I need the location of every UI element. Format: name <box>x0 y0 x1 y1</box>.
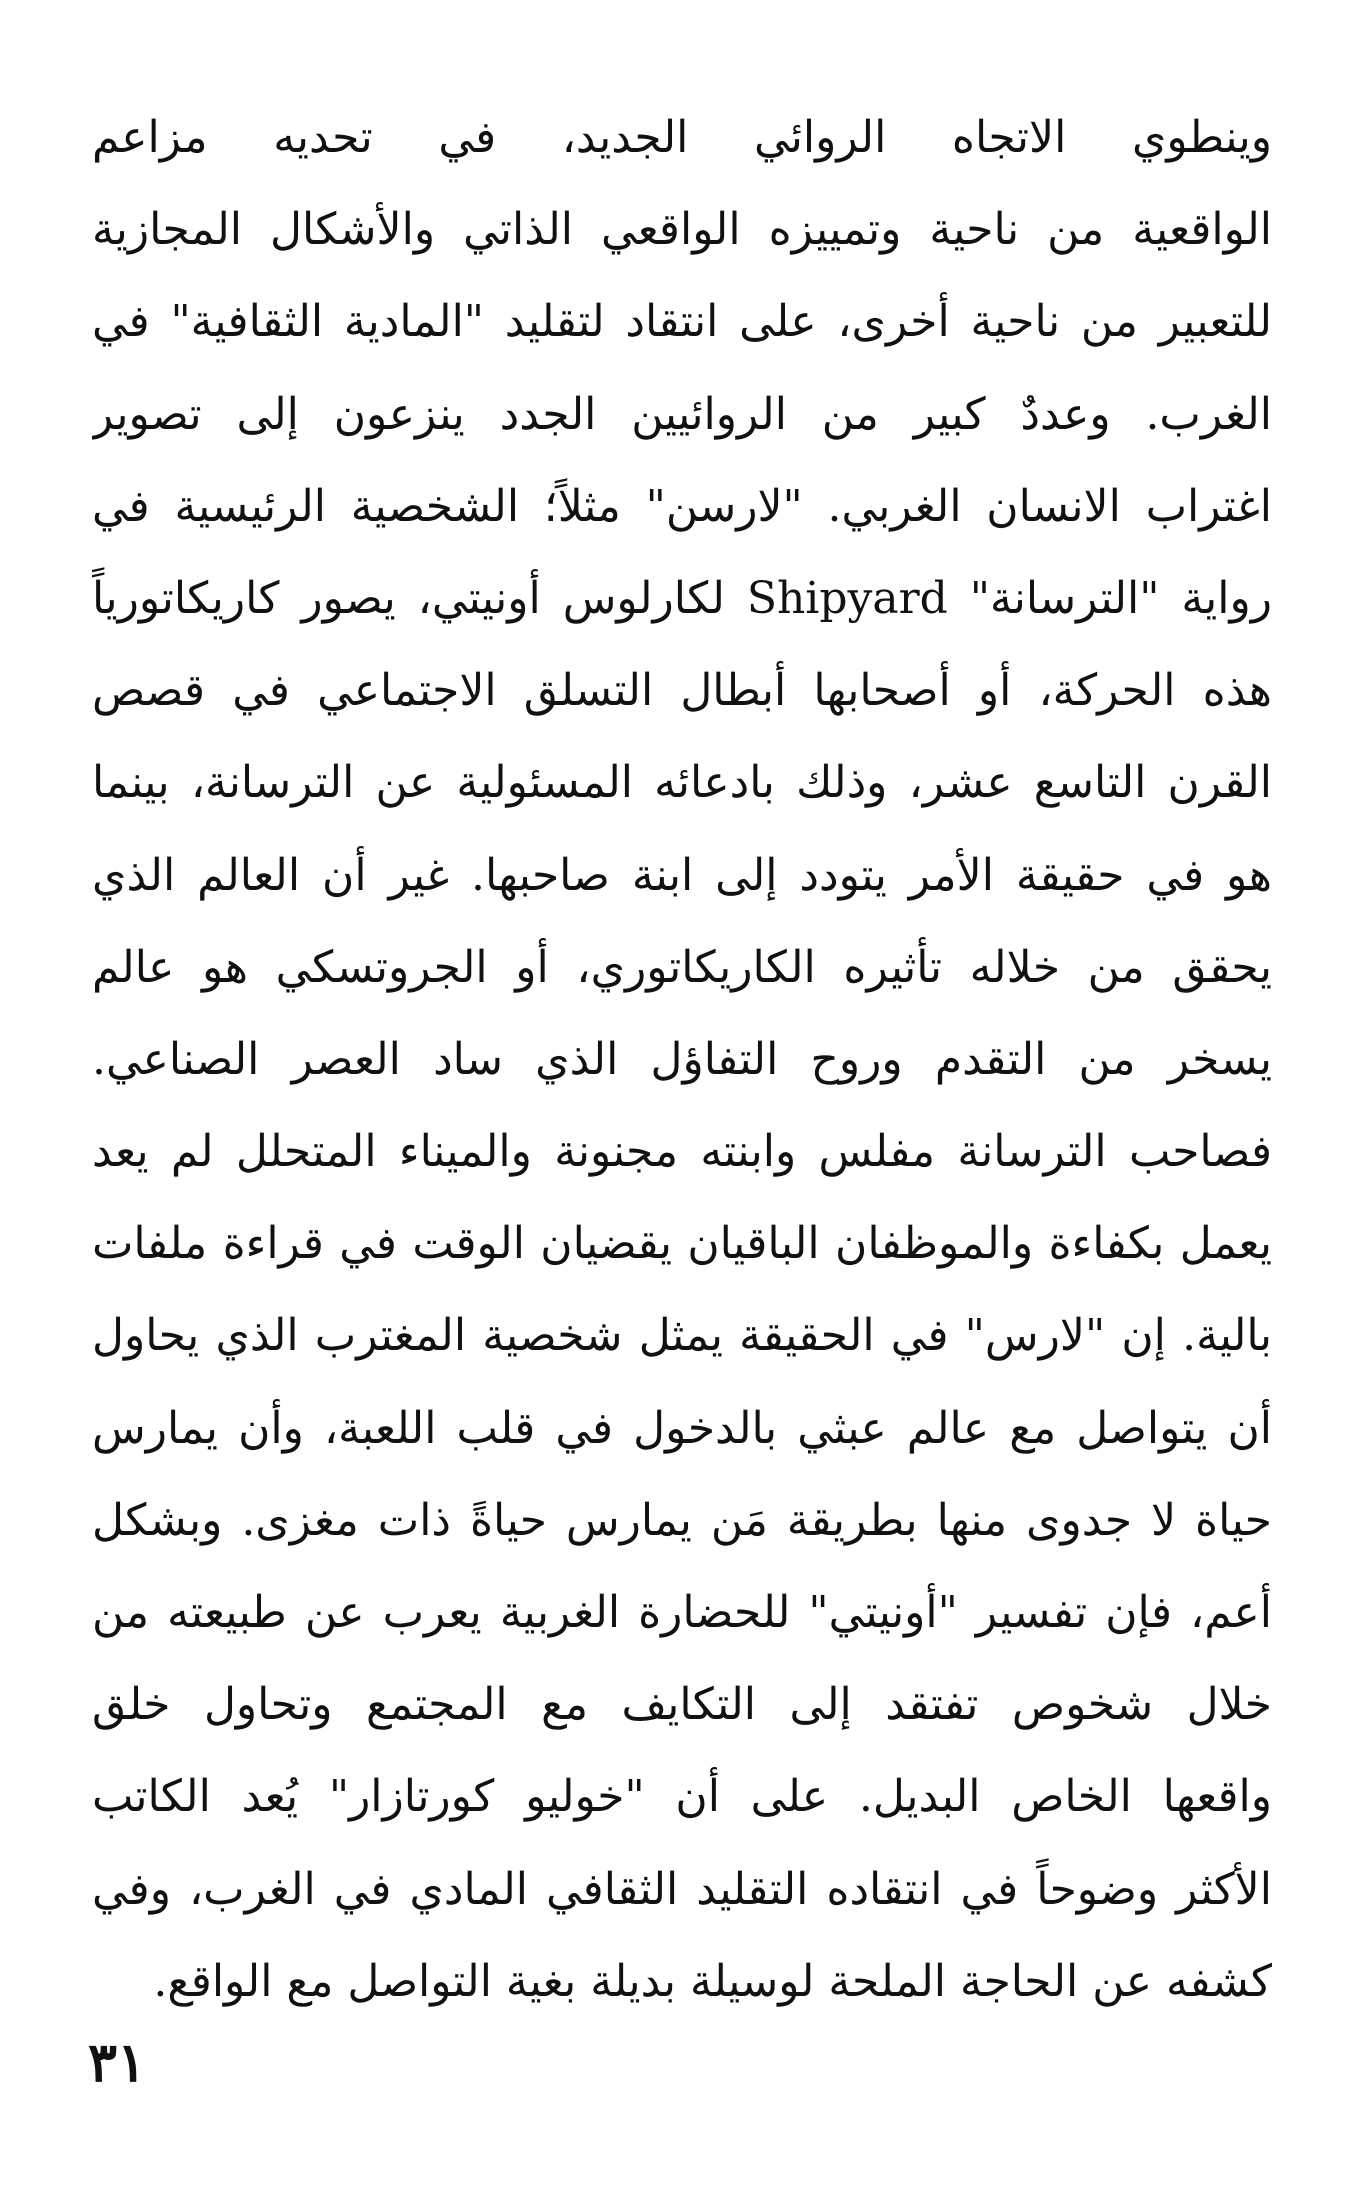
text-line: خلال شخوص تفتقد إلى التكايف مع المجتمع وتحاول خلق <box>92 1679 1272 1731</box>
text-line: اغتراب الانسان الغربي. "لارسن" مثلاً؛ الشخصية الرئيسية في <box>92 480 1272 532</box>
text-line: أعم، فإن تفسير "أونيتي" للحضارة الغربية يعرب عن طبيعته من <box>92 1587 1272 1638</box>
text-line: يعمل بكفاءة والموظفان الباقيان يقضيان الوقت في قراءة ملفات <box>92 1218 1272 1270</box>
text-line: كشفه عن الحاجة الملحة لوسيلة بديلة بغية التواصل مع الواقع. <box>153 1955 1272 2007</box>
text-line: القرن التاسع عشر، وذلك بادعائه المسئولية عن الترسانة، بينما <box>92 757 1272 809</box>
text-line: يحقق من خلاله تأثيره الكاريكاتوري، أو الجروتسكي هو عالم <box>92 941 1272 993</box>
text-line: للتعبير من ناحية أخرى، على انتقاد لتقليد "المادية الثقافية" في <box>92 296 1272 348</box>
text-line: يسخر من التقدم وروح التفاؤل الذي ساد العصر الصناعي. <box>92 1033 1272 1085</box>
text-line: بالية. إن "لارس" في الحقيقة يمثل شخصية المغترب الذي يحاول <box>92 1310 1272 1362</box>
text-line: أن يتواصل مع عالم عبثي بالدخول في قلب اللعبة، وأن يمارس <box>92 1402 1272 1454</box>
text-line: هذه الحركة، أو أصحابها أبطال التسلق الاجتماعي في قصص <box>92 665 1272 717</box>
text-line: الأكثر وضوحاً في انتقاده التقليد الثقافي المادي في الغرب، وفي <box>92 1863 1272 1915</box>
text-line: حياة لا جدوى منها بطريقة مَن يمارس حياةً ذات مغزى. وبشكل <box>92 1494 1272 1546</box>
body-paragraph <box>92 92 1272 2028</box>
text-line: وينطوي الاتجاه الروائي الجديد، في تحديه مزاعم <box>92 112 1272 163</box>
text-line: رواية "الترسانة" Shipyard لكارلوس أونيتي، يصور كاريكاتورياً <box>92 572 1272 624</box>
text-line: واقعها الخاص البديل. على أن "خوليو كورتازار" يُعد الكاتب <box>92 1771 1272 1823</box>
text-line: فصاحب الترسانة مفلس وابنته مجنونة والميناء المتحلل لم يعد <box>92 1126 1272 1178</box>
text-line: الواقعية من ناحية وتمييزه الواقعي الذاتي والأشكال المجازية <box>92 204 1272 256</box>
page-number: ٣١ <box>88 2030 147 2094</box>
text-line: الغرب. وعددٌ كبير من الروائيين الجدد ينزعون إلى تصوير <box>92 388 1272 440</box>
text-line: هو في حقيقة الأمر يتودد إلى ابنة صاحبها. غير أن العالم الذي <box>92 849 1272 901</box>
